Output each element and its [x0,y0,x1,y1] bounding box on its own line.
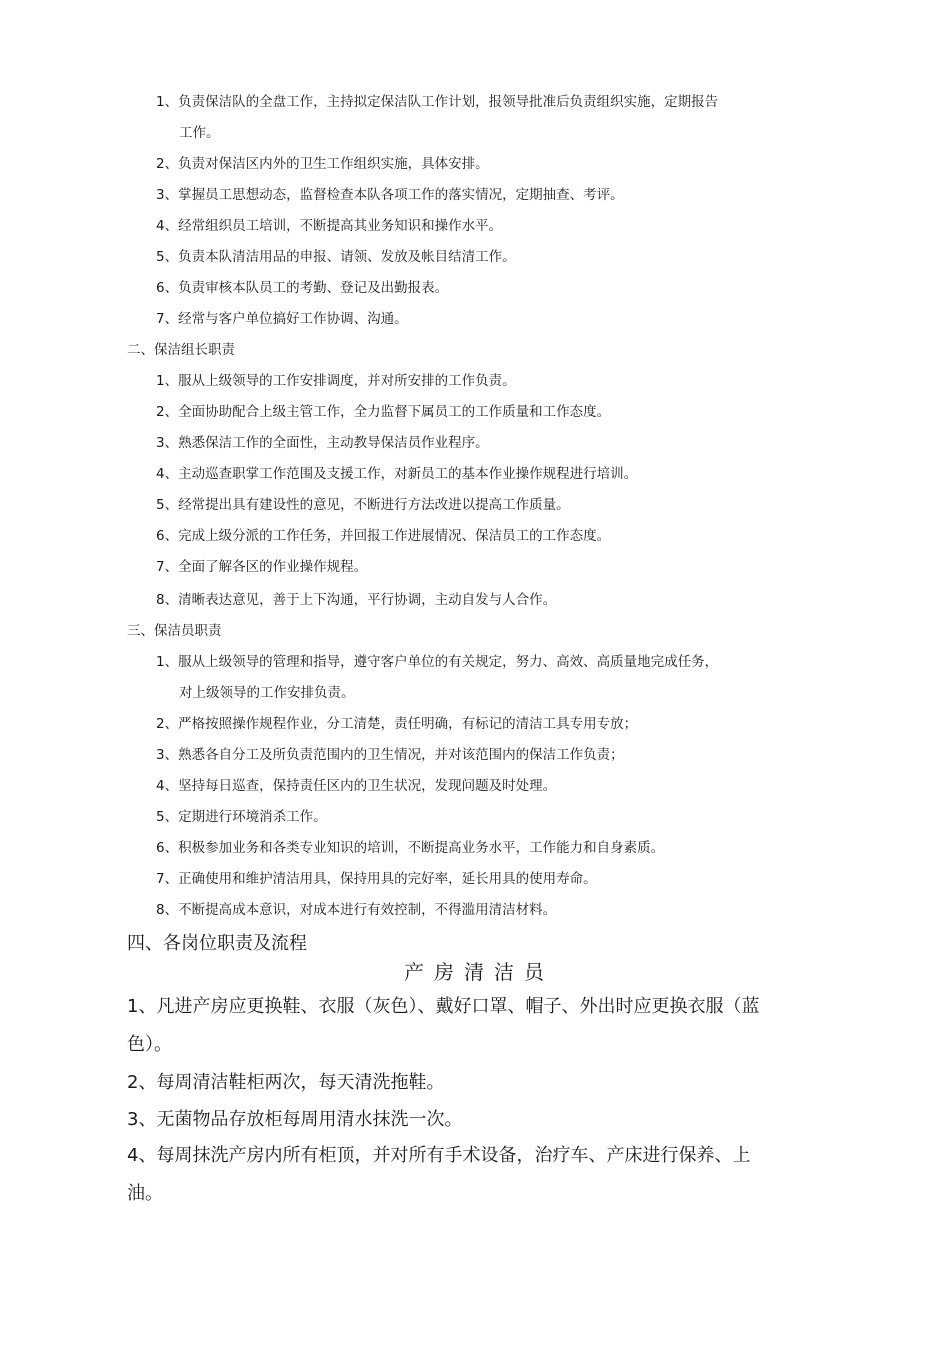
s3-item-6: 6、积极参加业务和各类专业知识的培训，不断提高业务水平，工作能力和自身素质。 [156,840,665,856]
subsection-title: 产房清洁员 [404,960,554,984]
s3-item-3: 3、熟悉各自分工及所负责范围内的卫生情况，并对该范围内的保洁工作负责； [156,747,624,763]
s1-item-1: 1、负责保洁队的全盘工作，主持拟定保洁队工作计划，报领导批准后负责组织实施，定期报告 [156,94,719,110]
s3-item-2: 2、严格按照操作规程作业，分工清楚，责任明确，有标记的清洁工具专用专放； [156,716,638,732]
s1-item-2: 2、负责对保洁区内外的卫生工作组织实施，具体安排。 [156,156,489,172]
s2-item-4: 4、主动巡查职掌工作范围及支援工作，对新员工的基本作业操作规程进行培训。 [156,466,638,482]
s1-item-7: 7、经常与客户单位搞好工作协调、沟通。 [156,311,408,327]
section2-heading: 二、保洁组长职责 [127,342,235,358]
s1-item-6: 6、负责审核本队员工的考勤、登记及出勤报表。 [156,280,449,296]
s3-item-1-cont: 对上级领导的工作安排负责。 [179,685,355,701]
s2-item-8: 8、清晰表达意见，善于上下沟通，平行协调，主动自发与人合作。 [156,592,557,608]
s3-item-8: 8、不断提高成本意识，对成本进行有效控制，不得滥用清洁材料。 [156,902,557,918]
s2-item-3: 3、熟悉保洁工作的全面性，主动教导保洁员作业程序。 [156,435,489,451]
s1-item-1-cont: 工作。 [179,125,220,141]
s4-item-4: 4、每周抹洗产房内所有柜顶，并对所有手术设备，治疗车、产床进行保养、上 [127,1145,751,1166]
s3-item-1: 1、服从上级领导的管理和指导，遵守客户单位的有关规定，努力、高效、高质量地完成任务， [156,654,719,670]
section4-heading: 四、各岗位职责及流程 [127,933,307,954]
s4-item-2: 2、每周清洁鞋柜两次，每天清洗拖鞋。 [127,1072,445,1093]
s1-item-3: 3、掌握员工思想动态，监督检查本队各项工作的落实情况，定期抽查、考评。 [156,187,624,203]
s2-item-7: 7、全面了解各区的作业操作规程。 [156,559,368,575]
s4-item-1-cont: 色）。 [127,1034,172,1055]
s2-item-5: 5、经常提出具有建设性的意见，不断进行方法改进以提高工作质量。 [156,497,570,513]
s4-item-4-cont: 油。 [127,1183,163,1204]
s3-item-7: 7、正确使用和维护清洁用具，保持用具的完好率，延长用具的使用寿命。 [156,871,597,887]
section3-heading: 三、保洁员职责 [127,623,222,639]
s3-item-5: 5、定期进行环境消杀工作。 [156,809,327,825]
s4-item-3: 3、无菌物品存放柜每周用清水抹洗一次。 [127,1109,463,1130]
s2-item-2: 2、全面协助配合上级主管工作，全力监督下属员工的工作质量和工作态度。 [156,404,611,420]
s4-item-1: 1、凡进产房应更换鞋、衣服（灰色）、戴好口罩、帽子、外出时应更换衣服（蓝 [127,996,760,1017]
s2-item-6: 6、完成上级分派的工作任务，并回报工作进展情况、保洁员工的工作态度。 [156,528,611,544]
s1-item-5: 5、负责本队清洁用品的申报、请领、发放及帐目结清工作。 [156,249,516,265]
s2-item-1: 1、服从上级领导的工作安排调度，并对所安排的工作负责。 [156,373,516,389]
s1-item-4: 4、经常组织员工培训，不断提高其业务知识和操作水平。 [156,218,503,234]
s3-item-4: 4、坚持每日巡查，保持责任区内的卫生状况，发现问题及时处理。 [156,778,557,794]
